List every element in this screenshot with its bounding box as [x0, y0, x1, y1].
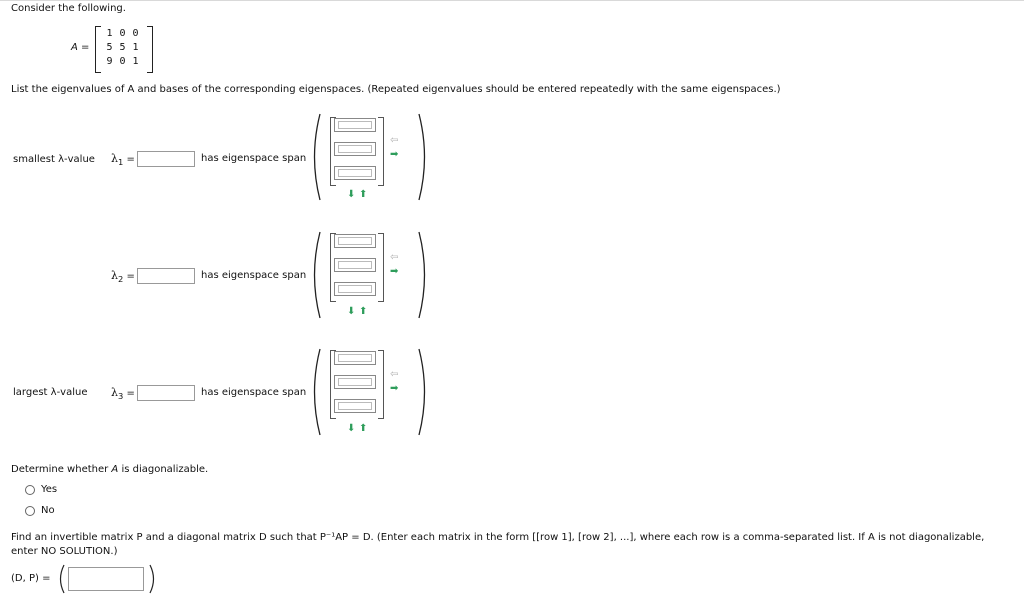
matrix-cell: 0 [119, 56, 126, 67]
eigenspace-span-label: has eigenspace span [201, 387, 307, 398]
dp-label: (D, P) = [11, 573, 51, 584]
remove-column-arrow-icon[interactable]: ⇦ [390, 135, 399, 146]
eigenspace-span-label: has eigenspace span [201, 153, 307, 164]
vector-entry-input[interactable] [334, 399, 376, 413]
lambda-label: $\lambda_3$ = [111, 386, 135, 401]
vector-entry-input[interactable] [334, 142, 376, 156]
lambda-2-input[interactable] [137, 268, 195, 284]
matrix-cell: 1 [132, 56, 139, 67]
dp-left-paren [56, 564, 66, 594]
add-column-arrow-icon[interactable]: ➡ [390, 149, 399, 160]
final-question-line1: Find an invertible matrix P and a diagonal matrix D such that P⁻¹AP = D. (Enter each matrix in the form [[row 1], [row 2], ...], where each row is a comma-separated list. If A is not diagonalizable, [11, 532, 985, 543]
radio-button[interactable] [25, 506, 35, 516]
radio-option-yes[interactable] [25, 484, 57, 495]
matrix-cell: 0 [119, 28, 126, 39]
diagonalizable-question: Determine whether A is diagonalizable. [11, 464, 209, 475]
add-row-arrow-icon[interactable]: ⬇ [347, 423, 356, 434]
eigen-row-label: smallest λ-value [13, 154, 95, 165]
matrix-cell: 5 [106, 42, 113, 53]
instructions-text: List the eigenvalues of A and bases of the corresponding eigenspaces. (Repeated eigenvalues should be entered repeatedly with the same eigenspaces.) [11, 84, 781, 95]
matrix-label: A = [71, 42, 90, 53]
span-left-paren [308, 348, 322, 436]
remove-row-arrow-icon[interactable]: ⬆ [359, 423, 368, 434]
top-divider [0, 0, 1024, 1]
radio-label: Yes [41, 484, 58, 495]
span-right-paren [417, 348, 431, 436]
intro-text: Consider the following. [11, 3, 126, 14]
radio-label: No [41, 505, 55, 516]
matrix-cell: 9 [106, 56, 113, 67]
vector-right-bracket [378, 350, 384, 419]
matrix-left-bracket [95, 26, 101, 73]
radio-option-no[interactable] [25, 505, 55, 516]
add-column-arrow-icon[interactable]: ➡ [390, 266, 399, 277]
vector-right-bracket [378, 233, 384, 302]
vector-entry-input[interactable] [334, 166, 376, 180]
lambda-1-input[interactable] [137, 151, 195, 167]
add-row-arrow-icon[interactable]: ⬇ [347, 189, 356, 200]
matrix-entries [103, 28, 142, 70]
vector-entry-input[interactable] [334, 375, 376, 389]
remove-row-arrow-icon[interactable]: ⬆ [359, 189, 368, 200]
span-left-paren [308, 231, 322, 319]
lambda-3-input[interactable] [137, 385, 195, 401]
matrix-a [95, 26, 153, 73]
vector-entry-input[interactable] [334, 234, 376, 248]
remove-row-arrow-icon[interactable]: ⬆ [359, 306, 368, 317]
eigenspace-span-label: has eigenspace span [201, 270, 307, 281]
span-right-paren [417, 231, 431, 319]
dp-answer-input[interactable] [68, 567, 144, 591]
matrix-cell: 1 [106, 28, 113, 39]
add-row-arrow-icon[interactable]: ⬇ [347, 306, 356, 317]
remove-column-arrow-icon[interactable]: ⇦ [390, 252, 399, 263]
final-question-line2: enter NO SOLUTION.) [11, 546, 118, 557]
lambda-label: $\lambda_2$ = [111, 269, 135, 284]
span-left-paren [308, 113, 322, 201]
eigen-row-label: largest λ-value [13, 387, 88, 398]
remove-column-arrow-icon[interactable]: ⇦ [390, 369, 399, 380]
matrix-cell: 1 [132, 42, 139, 53]
matrix-cell: 0 [132, 28, 139, 39]
vector-entry-input[interactable] [334, 282, 376, 296]
lambda-label: $\lambda_1$ = [111, 152, 135, 167]
dp-right-paren [148, 564, 158, 594]
matrix-right-bracket [147, 26, 153, 73]
vector-entry-input[interactable] [334, 118, 376, 132]
matrix-cell: 5 [119, 42, 126, 53]
span-right-paren [417, 113, 431, 201]
vector-entry-input[interactable] [334, 258, 376, 272]
vector-right-bracket [378, 117, 384, 186]
vector-entry-input[interactable] [334, 351, 376, 365]
add-column-arrow-icon[interactable]: ➡ [390, 383, 399, 394]
radio-button[interactable] [25, 485, 35, 495]
